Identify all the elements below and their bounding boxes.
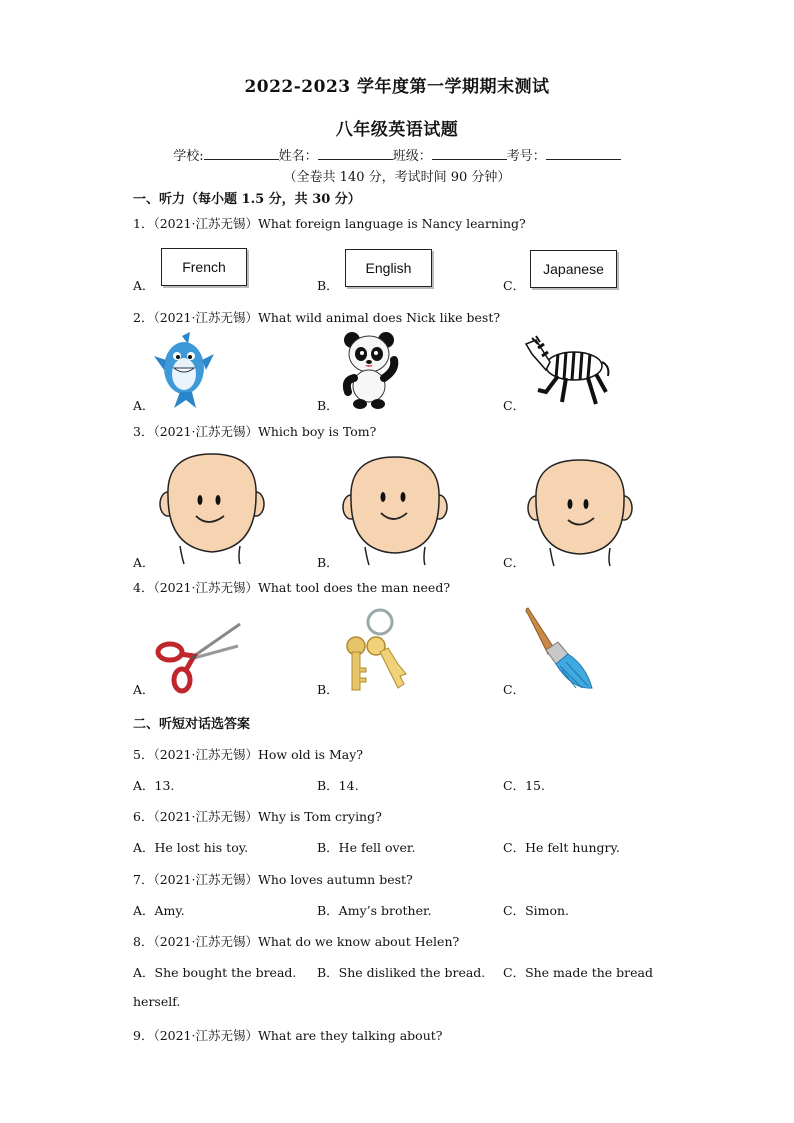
face-b-icon <box>343 455 447 567</box>
q7-option-c[interactable]: C．Simon. <box>503 903 570 918</box>
question-7: 7．（2021·江苏无锡）Who loves autumn best? <box>133 872 413 887</box>
question-4: 4．（2021·江苏无锡）What tool does the man need? <box>133 580 451 595</box>
exam-subtitle: 八年级英语试题 <box>335 120 459 140</box>
q6-option-b[interactable]: B．He fell over. <box>317 840 416 855</box>
q1-option-c[interactable]: C． <box>503 278 526 293</box>
q3-option-c[interactable]: C． <box>503 555 526 570</box>
q8-option-c-continued: herself. <box>133 994 181 1009</box>
number-blank <box>546 147 621 160</box>
exam-note: （全卷共 140 分，考试时间 90 分钟） <box>283 170 511 185</box>
q4-option-b[interactable]: B． <box>317 682 339 697</box>
q5-option-a[interactable]: A．13. <box>133 778 175 793</box>
q2-option-c[interactable]: C． <box>503 398 526 413</box>
q5-option-b[interactable]: B．14. <box>317 778 359 793</box>
student-info-row <box>0 145 794 164</box>
name-blank <box>318 147 393 160</box>
q8-option-b[interactable]: B．She disliked the bread. <box>317 965 486 980</box>
option-c-word-card <box>530 250 617 288</box>
q5-option-c[interactable]: C．15. <box>503 778 545 793</box>
keys-icon <box>336 606 410 694</box>
name-label: 姓名： <box>278 149 318 164</box>
option-b-word-card <box>345 249 432 287</box>
class-label: 班级： <box>392 149 432 164</box>
q1-option-a[interactable]: A． <box>133 278 155 293</box>
section1-heading: 一、听力（每小题 1.5 分，共 30 分） <box>133 192 361 207</box>
school-blank <box>204 147 279 160</box>
q6-option-a[interactable]: A．He lost his toy. <box>133 840 249 855</box>
q8-option-a[interactable]: A．She bought the bread. <box>133 965 297 980</box>
shark-icon <box>152 330 216 410</box>
q4-option-a[interactable]: A． <box>133 682 155 697</box>
option-a-word: French <box>182 259 226 275</box>
school-label: 学校: <box>173 149 204 164</box>
option-c-word: Japanese <box>543 261 604 277</box>
q7-option-a[interactable]: A．Amy. <box>133 903 185 918</box>
panda-icon <box>338 330 404 410</box>
option-a-word-card <box>161 248 247 286</box>
paintbrush-icon <box>520 608 596 694</box>
question-8: 8．（2021·江苏无锡）What do we know about Helen? <box>133 934 460 949</box>
face-c-icon <box>528 458 632 568</box>
question-1: 1．（2021·江苏无锡）What foreign language is Nancy learning? <box>133 216 526 231</box>
option-b-word: English <box>365 260 412 276</box>
q6-option-c[interactable]: C．He felt hungry. <box>503 840 620 855</box>
class-blank <box>432 147 507 160</box>
q3-option-b[interactable]: B． <box>317 555 339 570</box>
question-5: 5．（2021·江苏无锡）How old is May? <box>133 747 363 762</box>
q4-option-c[interactable]: C． <box>503 682 526 697</box>
q7-option-b[interactable]: B．Amy’s brother. <box>317 903 432 918</box>
q1-option-b[interactable]: B． <box>317 278 339 293</box>
question-3: 3．（2021·江苏无锡）Which boy is Tom? <box>133 424 377 439</box>
q3-option-a[interactable]: A． <box>133 555 155 570</box>
face-a-icon <box>160 452 264 566</box>
scissors-icon <box>154 622 242 694</box>
section2-heading: 二、听短对话选答案 <box>133 717 251 732</box>
q2-option-b[interactable]: B． <box>317 398 339 413</box>
zebra-icon <box>522 332 612 408</box>
number-label: 考号： <box>506 149 546 164</box>
exam-title: 2022-2023 学年度第一学期期末测试 <box>244 77 550 97</box>
question-2: 2．（2021·江苏无锡）What wild animal does Nick like best? <box>133 310 501 325</box>
q8-option-c[interactable]: C．She made the bread <box>503 965 654 980</box>
question-6: 6．（2021·江苏无锡）Why is Tom crying? <box>133 809 382 824</box>
question-9: 9．（2021·江苏无锡）What are they talking about? <box>133 1028 443 1043</box>
q2-option-a[interactable]: A． <box>133 398 155 413</box>
